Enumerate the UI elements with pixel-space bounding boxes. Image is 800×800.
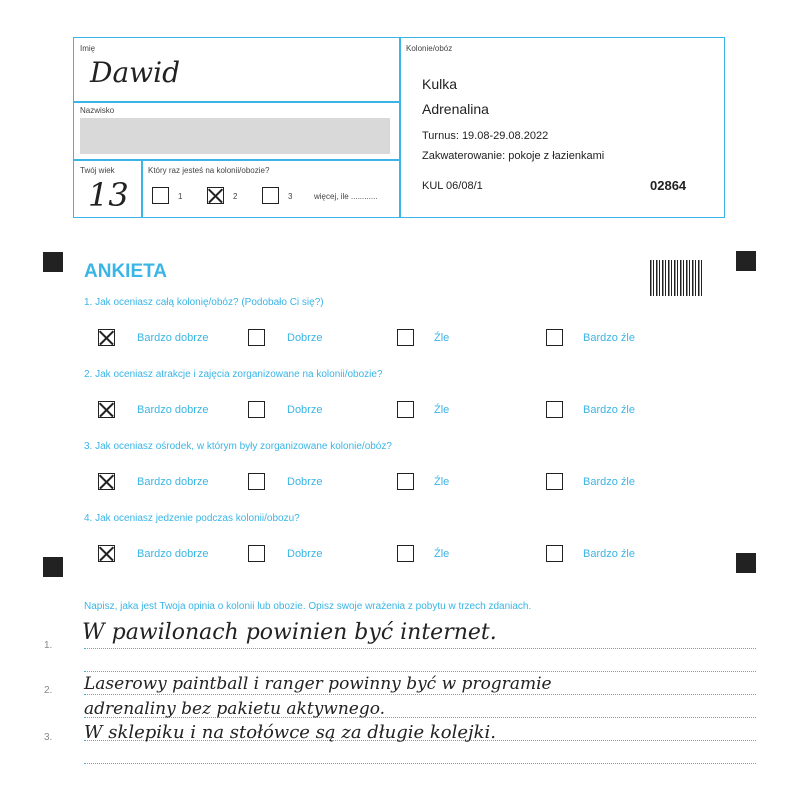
times-option-3: 3 bbox=[288, 192, 293, 201]
question-2-text: 2. Jak oceniasz atrakcje i zajęcia zorganizowane na kolonii/obozie? bbox=[84, 369, 383, 380]
q2-option-zle[interactable] bbox=[397, 401, 414, 418]
q3-option-zle[interactable] bbox=[397, 473, 414, 490]
header-divider-age bbox=[141, 159, 143, 218]
age-value: 13 bbox=[88, 176, 129, 214]
header-divider-1 bbox=[73, 101, 400, 103]
turnus: Turnus: 19.08-29.08.2022 bbox=[422, 130, 549, 142]
surname-redacted bbox=[80, 118, 390, 154]
q4-label-dobrze: Dobrze bbox=[287, 548, 323, 560]
registration-marker-top-left bbox=[43, 252, 63, 272]
registration-marker-top-right bbox=[736, 251, 756, 271]
q1-option-dobrze[interactable] bbox=[248, 329, 265, 346]
q2-option-bardzo-dobrze[interactable] bbox=[98, 401, 115, 418]
q4-label-bardzo-dobrze: Bardzo dobrze bbox=[137, 548, 209, 560]
opinion-text-2: Laserowy paintball i ranger powinny być w programie bbox=[84, 674, 552, 694]
surname-label: Nazwisko bbox=[80, 106, 115, 115]
q2-label-bardzo-dobrze: Bardzo dobrze bbox=[137, 404, 209, 416]
survey-title: ANKIETA bbox=[84, 261, 168, 282]
q1-option-bardzo-dobrze[interactable] bbox=[98, 329, 115, 346]
q3-option-dobrze[interactable] bbox=[248, 473, 265, 490]
q4-option-dobrze[interactable] bbox=[248, 545, 265, 562]
q4-option-zle[interactable] bbox=[397, 545, 414, 562]
q3-label-bardzo-zle: Bardzo źle bbox=[583, 476, 635, 488]
question-4-text: 4. Jak oceniasz jedzenie podczas kolonii/obozu? bbox=[84, 513, 300, 524]
camp-name-1: Kulka bbox=[422, 76, 458, 92]
opinion-line-1b bbox=[84, 671, 756, 672]
q4-option-bardzo-zle[interactable] bbox=[546, 545, 563, 562]
header-divider-vertical bbox=[399, 37, 401, 218]
times-checkbox-1[interactable] bbox=[152, 187, 169, 204]
barcode bbox=[650, 260, 702, 296]
header-divider-2 bbox=[73, 159, 400, 161]
q3-option-bardzo-zle[interactable] bbox=[546, 473, 563, 490]
name-label: Imię bbox=[80, 44, 96, 53]
q2-label-bardzo-zle: Bardzo źle bbox=[583, 404, 635, 416]
q1-label-zle: Źle bbox=[434, 332, 450, 344]
q1-option-bardzo-zle[interactable] bbox=[546, 329, 563, 346]
times-label: Który raz jesteś na kolonii/obozie? bbox=[148, 166, 270, 175]
opinion-line-number-2: 2. bbox=[44, 685, 53, 696]
q1-label-dobrze: Dobrze bbox=[287, 332, 323, 344]
opinion-text-3: W sklepiku i na stołówce są za długie kolejki. bbox=[84, 722, 496, 743]
age-label: Twój wiek bbox=[80, 166, 115, 175]
question-3-text: 3. Jak oceniasz ośrodek, w którym były zorganizowane kolonie/obóz? bbox=[84, 441, 392, 452]
q2-label-dobrze: Dobrze bbox=[287, 404, 323, 416]
accommodation: Zakwaterowanie: pokoje z łazienkami bbox=[422, 150, 605, 162]
q2-option-dobrze[interactable] bbox=[248, 401, 265, 418]
form-number: 02864 bbox=[650, 178, 687, 193]
q1-label-bardzo-zle: Bardzo źle bbox=[583, 332, 635, 344]
registration-marker-bottom-right bbox=[736, 553, 756, 573]
opinion-line-2 bbox=[84, 694, 756, 695]
times-more-label: więcej, ile ............ bbox=[314, 192, 378, 201]
opinion-line-1 bbox=[84, 648, 756, 649]
opinion-text-1: W pawilonach powinien być internet. bbox=[82, 620, 497, 645]
q3-label-dobrze: Dobrze bbox=[287, 476, 323, 488]
q1-option-zle[interactable] bbox=[397, 329, 414, 346]
q4-label-zle: Źle bbox=[434, 548, 450, 560]
times-option-1: 1 bbox=[178, 192, 183, 201]
times-option-2: 2 bbox=[233, 192, 238, 201]
opinion-prompt: Napisz, jaka jest Twoja opinia o kolonii lub obozie. Opisz swoje wrażenia z pobytu w trzech zdaniach. bbox=[84, 601, 532, 612]
opinion-text-2b: adrenaliny bez pakietu aktywnego. bbox=[84, 699, 386, 719]
camp-code: KUL 06/08/1 bbox=[422, 180, 483, 192]
q3-label-zle: Źle bbox=[434, 476, 450, 488]
q4-option-bardzo-dobrze[interactable] bbox=[98, 545, 115, 562]
q2-option-bardzo-zle[interactable] bbox=[546, 401, 563, 418]
q2-label-zle: Źle bbox=[434, 404, 450, 416]
q3-label-bardzo-dobrze: Bardzo dobrze bbox=[137, 476, 209, 488]
opinion-line-3b bbox=[84, 763, 756, 764]
camp-label: Kolonie/obóz bbox=[406, 44, 453, 53]
question-1-text: 1. Jak oceniasz całą kolonię/obóz? (Podobało Ci się?) bbox=[84, 297, 324, 308]
q4-label-bardzo-zle: Bardzo źle bbox=[583, 548, 635, 560]
name-value: Dawid bbox=[90, 56, 180, 89]
camp-name-2: Adrenalina bbox=[422, 101, 489, 117]
times-checkbox-3[interactable] bbox=[262, 187, 279, 204]
opinion-line-number-1: 1. bbox=[44, 640, 53, 651]
times-checkbox-2[interactable] bbox=[207, 187, 224, 204]
q1-label-bardzo-dobrze: Bardzo dobrze bbox=[137, 332, 209, 344]
q3-option-bardzo-dobrze[interactable] bbox=[98, 473, 115, 490]
registration-marker-bottom-left bbox=[43, 557, 63, 577]
opinion-line-number-3: 3. bbox=[44, 732, 53, 743]
